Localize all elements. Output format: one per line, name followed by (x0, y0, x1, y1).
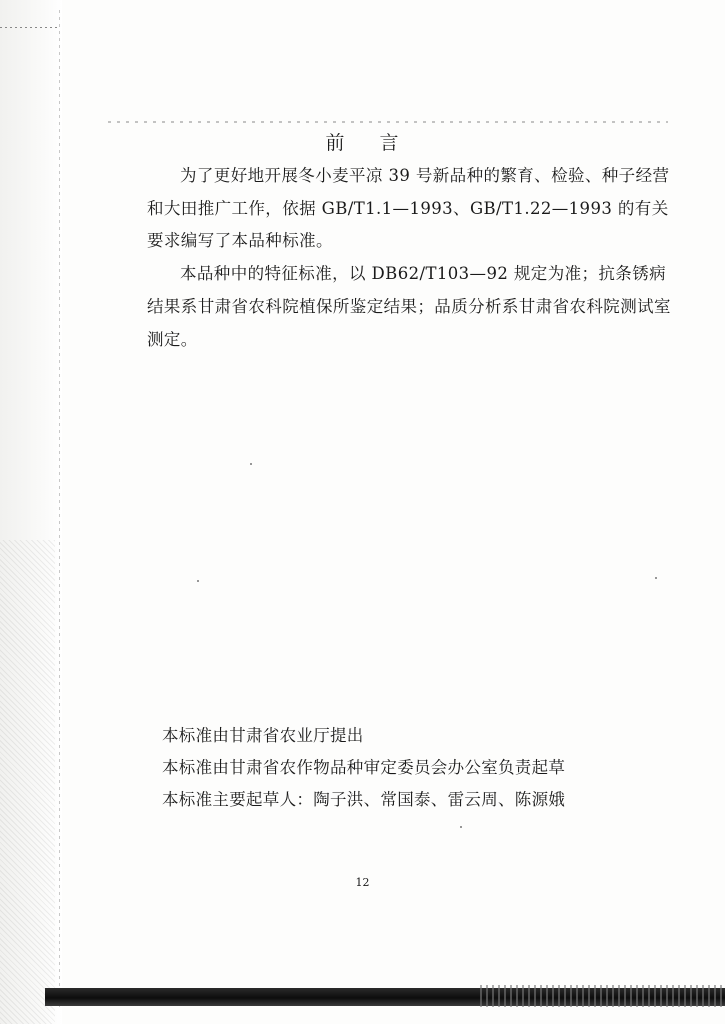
credit-line: 本标准由甘肃省农业厅提出 (162, 726, 364, 745)
page-title (0, 128, 725, 155)
credit-line: 本标准主要起草人：陶子洪、常国泰、雷云周、陈源娥 (162, 790, 566, 809)
title-char: 前 (325, 132, 346, 154)
scan-binding-line (59, 10, 60, 1010)
paragraph: 为了更好地开展冬小麦平凉 39 号新品种的繁育、检验、种子经营和大田推广工作，依据 GB/T1.1—1993、GB/T1.22—1993 的有关要求编写了本品种标准。 (147, 166, 670, 251)
scan-speck (655, 577, 657, 579)
scan-noise (0, 540, 55, 1024)
scan-speck (460, 826, 462, 828)
scan-top-marks (0, 27, 60, 28)
credits-block (162, 720, 662, 816)
header-dotted-rule (108, 121, 668, 123)
credit-line: 本标准由甘肃省农作物品种审定委员会办公室负责起草 (162, 758, 566, 777)
title-char: 言 (379, 132, 400, 154)
scan-noise (480, 985, 725, 1007)
scan-speck (250, 463, 252, 465)
paragraph: 本品种中的特征标准，以 DB62/T103—92 规定为准；抗条锈病结果系甘肃省农科院植保所鉴定结果；品质分析系甘肃省农科院测试室测定。 (147, 264, 671, 349)
foreword-body (147, 160, 672, 356)
scan-speck (197, 580, 199, 582)
page-number: 12 (355, 876, 370, 889)
